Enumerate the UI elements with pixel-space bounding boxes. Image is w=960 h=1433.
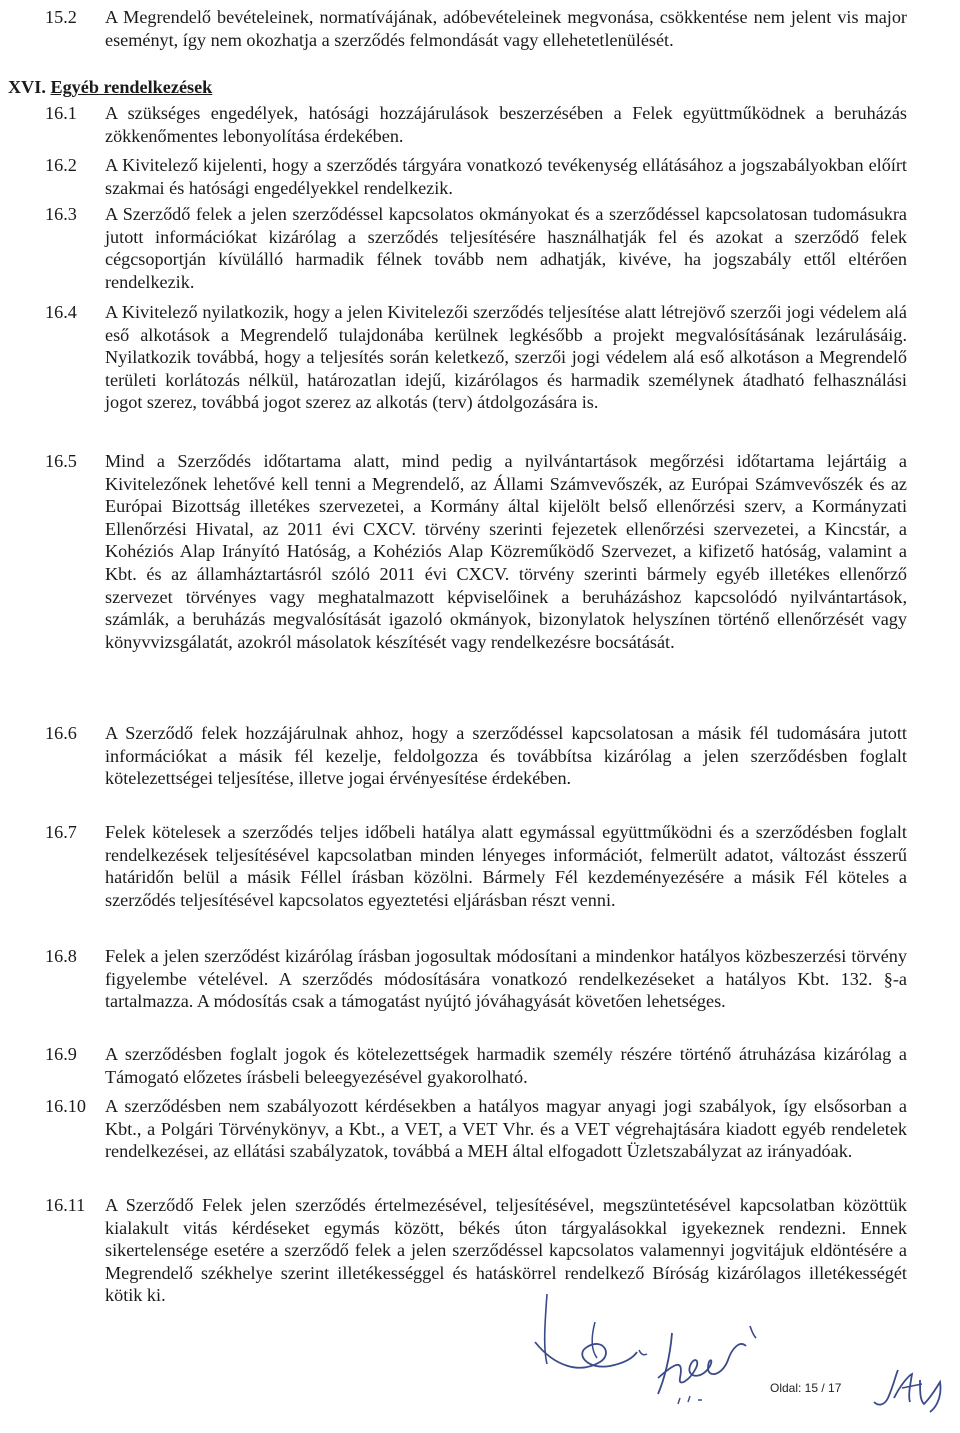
clause-number: 16.9 — [45, 1044, 77, 1064]
clause-number: 16.1 — [45, 103, 77, 123]
clause-16-10 — [45, 1095, 907, 1163]
clause-text: A Kivitelező kijelenti, hogy a szerződés tárgyára vonatkozó tevékenység ellátásához a jogszabályokban előírt szakmai és hatósági engedélyekkel rendelkezik. — [105, 155, 907, 198]
clause-text: Felek kötelesek a szerződés teljes időbeli hatálya alatt egymással együttműködni és a szerződésben foglalt rendelkezések teljesítésével kapcsolatban minden lényeges információt, felmerült adatot, változást ésszerű határidőn belül a másik Féllel írásban közölni. Bármely Fél kezdeményezésére a másik Fél köteles a szerződés teljesítésével kapcsolatos egyeztetési eljárásban részt venni. — [105, 822, 907, 910]
clause-16-5 — [45, 450, 907, 653]
clause-15-2 — [45, 6, 907, 51]
clause-text: A Szerződő Felek jelen szerződés értelmezésével, teljesítésével, megszüntetésével kapcsolatban közöttük kialakult vitás kérdéseket egymás között, békés úton tárgyalásokkal igyekeznek rendezni. Ennek sikertelensége esetére a szerződő felek a jelen szerződéssel kapcsolatos valamennyi jogvitájuk eldöntésére a Megrendelő székhelye szerint illetékességgel és hatáskörrel rendelkező Bíróság kizárólagos illetékességét kötik ki. — [105, 1195, 907, 1306]
section-title: Egyéb rendelkezések — [50, 77, 213, 97]
clause-text: Mind a Szerződés időtartama alatt, mind pedig a nyilvántartások megőrzési időtartama lejártáig a Kivitelezőnek lehetővé kell tenni a Megrendelő, az Állami Számvevőszék, az Európai Számvevőszék és az Európai Bizottság illetékes szervezetei, a Kormány által kijelölt belső ellenőrzési szerv, a Kormányzati Ellenőrzési Hivatal, az 2011 évi CXCV. törvény szerinti fejezetek ellenőrzési szervezetei, a Kincstár, a Kohéziós Alap Irányító Hatóság, a Kohéziós Alap Közreműködő Szervezet, a kifizető hatóság, valamint a Kbt. és az államháztartásról szóló 2011 évi CXCV. törvény szerinti bármely egyéb illetékes ellenőrző szervezet törvényes vagy meghatalmazott képviselőinek a beruházáshoz kapcsolódó nyilvántartások, számlák, a beruházás megvalósítását igazoló okmányok, bizonylatok helyszínen történő ellenőrzését vagy könyvvizsgálatát, azokról másolatok készítését vagy rendelkezésre bocsátását. — [105, 451, 907, 652]
clause-text: A Kivitelező nyilatkozik, hogy a jelen Kivitelezői szerződés teljesítése alatt létrejövő szerzői jogi védelem alá eső alkotások a Megrendelő tulajdonába kerülnek legkésőbb a projekt megvalósításának lezárulásáig. Nyilatkozik továbbá, hogy a teljesítés során keletkező, szerzői jogi védelem alá eső alkotáson a Megrendelő területi korlátozás nélkül, határozatlan idejű, kizárólagos és harmadik személynek átadható felhasználási jogot szerez, továbbá jogot szerez az alkotás (terv) átdolgozására is. — [105, 302, 907, 413]
section-number: XVI. — [8, 77, 46, 97]
clause-text: A Szerződő felek hozzájárulnak ahhoz, hogy a szerződéssel kapcsolatosan a másik fél tudomására jutott információkat a másik fél kezelje, feldolgozza és továbbítsa kizárólag a jelen szerződésben foglalt kötelezettségei teljesítése, illetve jogai érvényesítése érdekében. — [105, 723, 907, 789]
clause-number: 16.5 — [45, 451, 77, 471]
clause-16-11 — [45, 1194, 907, 1307]
clause-16-2 — [45, 154, 907, 199]
page-number: Oldal: 15 / 17 — [770, 1381, 842, 1395]
clause-number: 16.2 — [45, 155, 77, 175]
clause-16-1 — [45, 102, 907, 147]
clause-text: Felek a jelen szerződést kizárólag írásban jogosultak módosítani a mindenkor hatályos közbeszerzési törvény figyelembe vételével. A szerződés módosítására vonatkozó rendelkezéseket a hatályos Kbt. 132. §-a tartalmazza. A módosítás csak a támogatást nyújtó jóváhagyását követően lehetséges. — [105, 946, 907, 1012]
clause-text: A Megrendelő bevételeinek, normatívájának, adóbevételeinek megvonása, csökkentése nem jelent vis major eseményt, így nem okozhatja a szerződés felmondását vagy ellehetetlenülését. — [105, 7, 907, 50]
section-heading — [8, 76, 212, 99]
clause-number: 16.4 — [45, 302, 77, 322]
clause-number: 16.6 — [45, 723, 77, 743]
clause-16-4 — [45, 301, 907, 414]
clause-text: A Szerződő felek a jelen szerződéssel kapcsolatos okmányokat és a szerződéssel kapcsolatosan tudomásukra jutott információkat kizárólag a szerződés teljesítésére használhatják fel és azokat a szerződő felek cégcsoportján kívülálló harmadik félnek tovább nem adhatják, kivéve, ha jogszabály ettől eltérően rendelkezik. — [105, 204, 907, 292]
clause-text: A szerződésben foglalt jogok és kötelezettségek harmadik személy részére történő átruházása kizárólag a Támogató előzetes írásbeli beleegyezésével gyakorolható. — [105, 1044, 907, 1087]
clause-number: 15.2 — [45, 7, 77, 27]
clause-number: 16.10 — [45, 1096, 86, 1116]
initials-signature — [868, 1362, 948, 1417]
clause-16-8 — [45, 945, 907, 1013]
clause-number: 16.7 — [45, 822, 77, 842]
clause-16-7 — [45, 821, 907, 911]
clause-text: A szükséges engedélyek, hatósági hozzájárulások beszerzésében a Felek együttműködnek a beruházás zökkenőmentes lebonyolítása érdekében. — [105, 103, 907, 146]
clause-number: 16.3 — [45, 204, 77, 224]
clause-number: 16.8 — [45, 946, 77, 966]
clause-16-6 — [45, 722, 907, 790]
clause-number: 16.11 — [45, 1195, 86, 1215]
clause-text: A szerződésben nem szabályozott kérdésekben a hatályos magyar anyagi jogi szabályok, így elsősorban a Kbt., a Polgári Törvénykönyv, a Kbt., a VET, a VET Vhr. és a VET végrehajtására kiadott egyéb rendeletek rendelkezései, az ellátási szabályzatok, továbbá a MEH által elfogadott Üzletszabályzat az irányadóak. — [105, 1096, 907, 1162]
clause-16-3 — [45, 203, 907, 293]
signature-middle — [650, 1318, 770, 1408]
signature-left — [525, 1292, 665, 1387]
clause-16-9 — [45, 1043, 907, 1088]
